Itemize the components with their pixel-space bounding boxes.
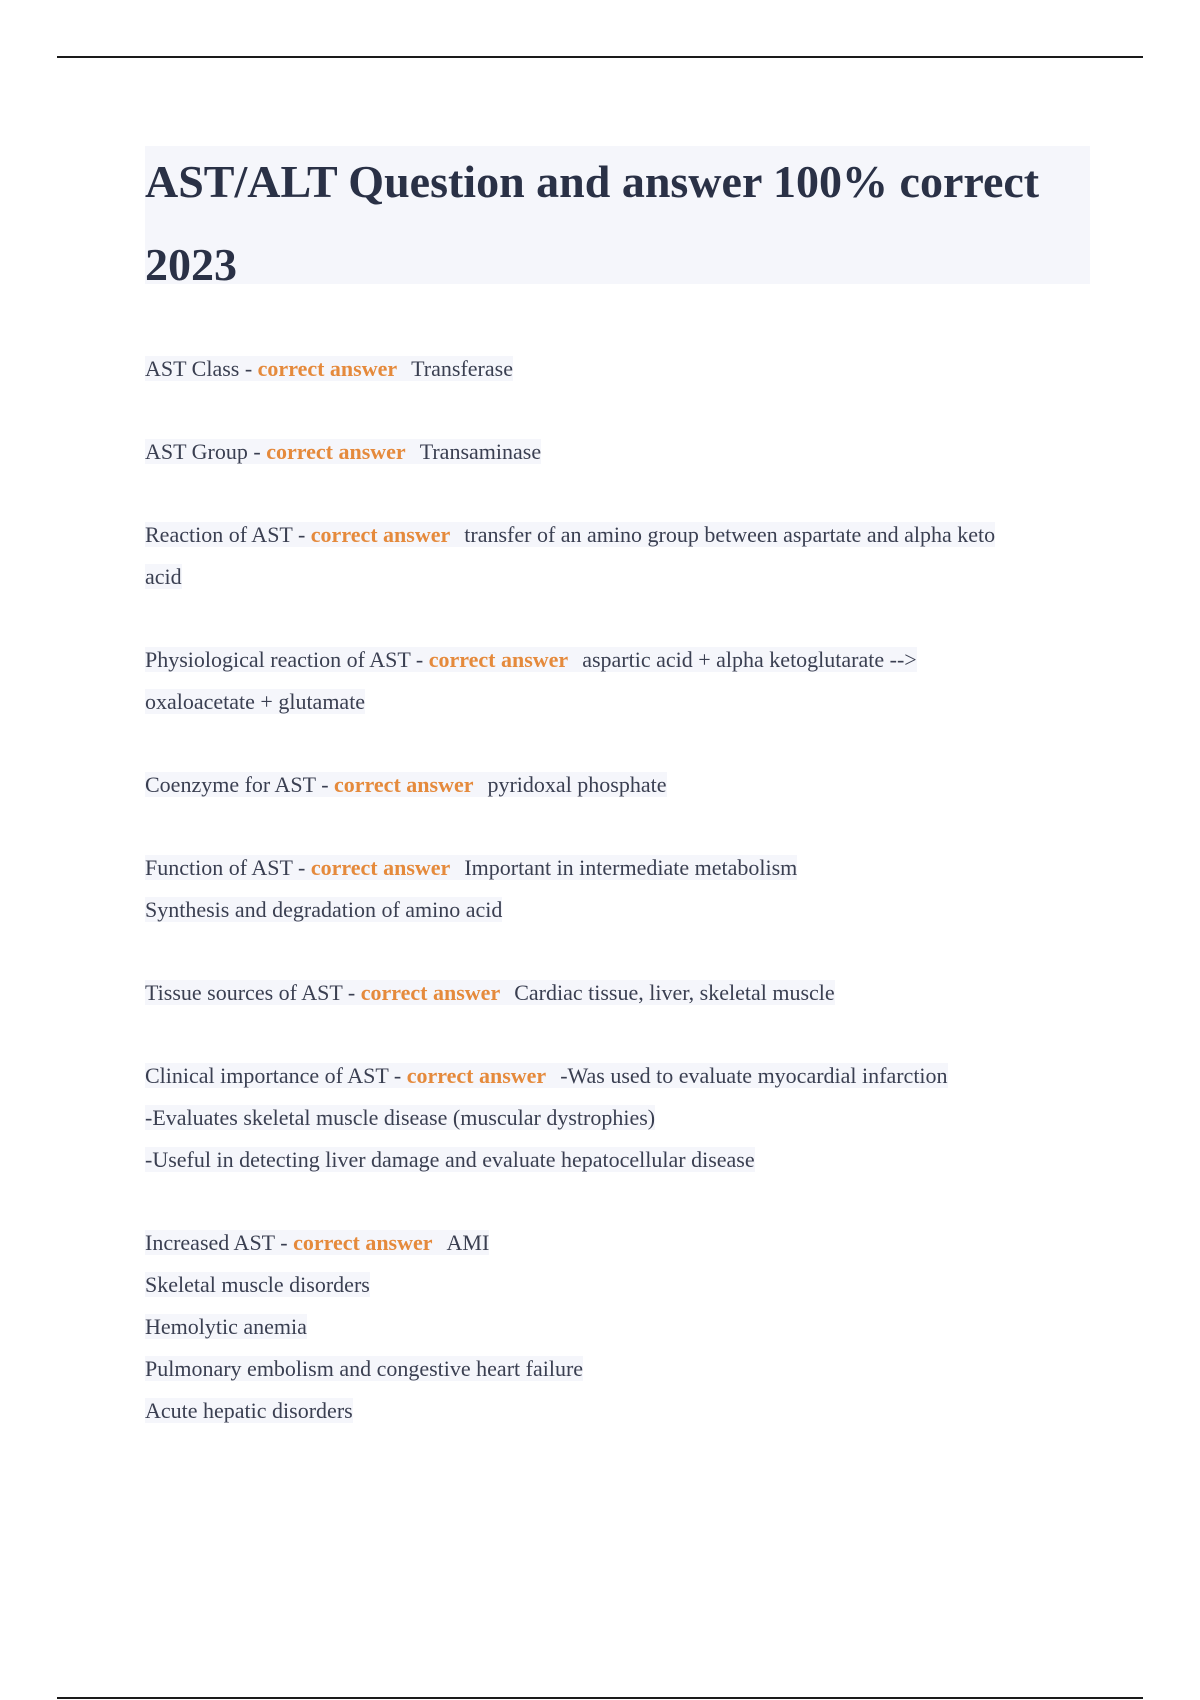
question-text: Tissue sources of AST [145,980,343,1005]
answer-text: AMI [446,1230,490,1255]
qa-item: Coenzyme for AST - correct answer pyridoxal phosphate [145,772,667,797]
question-text: Reaction of AST [145,522,293,547]
question-text: AST Group [145,439,248,464]
answer-marker: correct answer [360,980,501,1005]
answer-text: -Evaluates skeletal muscle disease (muscular dystrophies) [145,1105,656,1130]
answer-text: oxaloacetate + glutamate [145,689,366,714]
qa-item: Tissue sources of AST - correct answer Cardiac tissue, liver, skeletal muscle [145,980,835,1005]
answer-marker: correct answer [310,522,451,547]
qa-item: Physiological reaction of AST - correct answer aspartic acid + alpha ketoglutarate --> oxaloacetate + glutamate [145,647,917,714]
top-rule [57,56,1143,58]
question-text: Clinical importance of AST [145,1063,389,1088]
qa-item: AST Class - correct answer Transferase [145,356,513,381]
answer-text: -Useful in detecting liver damage and evaluate hepatocellular disease [145,1147,755,1172]
answer-text: Transferase [411,356,513,381]
qa-item: AST Group - correct answer Transaminase [145,439,542,464]
title-block [145,146,1090,290]
answer-text: Skeletal muscle disorders [145,1272,370,1297]
answer-text: Cardiac tissue, liver, skeletal muscle [514,980,835,1005]
question-text: AST Class [145,356,240,381]
qa-item: Function of AST - correct answer Important in intermediate metabolism Synthesis and degradation of amino acid [145,855,798,922]
answer-text: aspartic acid + alpha ketoglutarate --> [582,647,917,672]
qa-list [145,348,1095,1473]
qa-item: Clinical importance of AST - correct answer -Was used to evaluate myocardial infarction -Evaluates skeletal muscle disease (muscular dystrophies) -Useful in detecting liver damage and evaluate hepatocellular disease [145,1063,948,1172]
bottom-rule [57,1697,1143,1699]
document-title: AST/ALT Question and answer 100% correct 2023 [145,156,1040,290]
answer-marker: correct answer [428,647,569,672]
answer-text: Synthesis and degradation of amino acid [145,897,503,922]
question-text: Coenzyme for AST [145,772,316,797]
answer-marker: correct answer [310,855,451,880]
answer-text: transfer of an amino group between aspartate and alpha keto [464,522,996,547]
answer-marker: correct answer [334,772,474,797]
qa-item: Increased AST - correct answer AMI Skeletal muscle disorders Hemolytic anemia Pulmonary embolism and congestive heart failure Acute hepatic disorders [145,1230,584,1423]
answer-marker: correct answer [257,356,398,381]
answer-text: Acute hepatic disorders [145,1398,353,1423]
question-text: Physiological reaction of AST [145,647,411,672]
answer-text: Pulmonary embolism and congestive heart failure [145,1356,584,1381]
qa-item: Reaction of AST - correct answer transfer of an amino group between aspartate and alpha keto acid [145,522,996,589]
answer-text: Hemolytic anemia [145,1314,307,1339]
answer-marker: correct answer [266,439,406,464]
answer-marker: correct answer [293,1230,433,1255]
answer-text: Transaminase [419,439,542,464]
question-text: Increased AST [145,1230,275,1255]
answer-text: Important in intermediate metabolism [464,855,798,880]
question-text: Function of AST [145,855,293,880]
answer-text: acid [145,564,182,589]
answer-text: -Was used to evaluate myocardial infarction [560,1063,948,1088]
answer-marker: correct answer [406,1063,547,1088]
answer-text: pyridoxal phosphate [487,772,667,797]
